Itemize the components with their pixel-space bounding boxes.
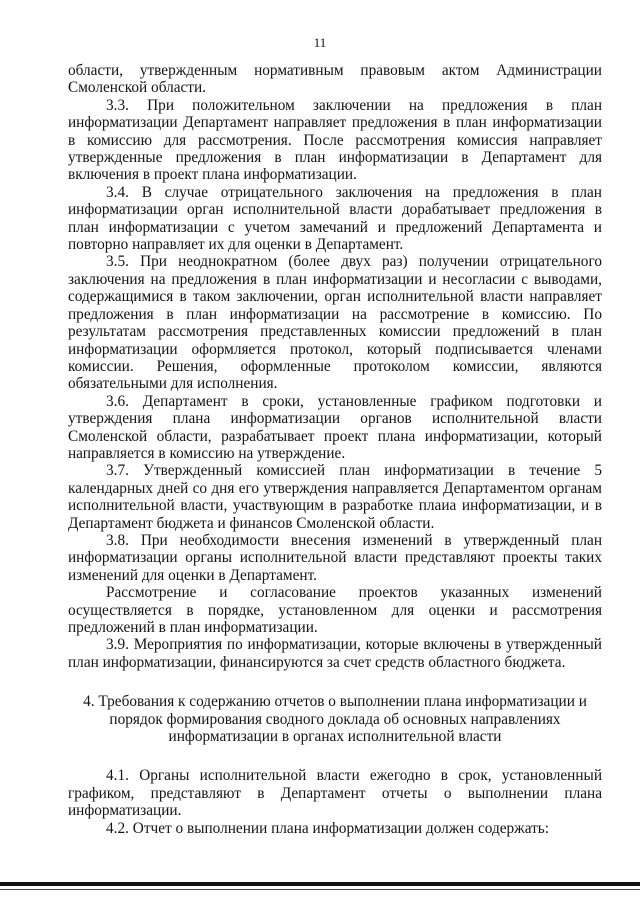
paragraph-3-5 [68, 253, 602, 392]
paragraph-4-1 [68, 767, 602, 819]
document-body [68, 62, 602, 837]
paragraph-number: 3.6. [106, 392, 129, 410]
paragraph-3-4 [68, 184, 602, 254]
paragraph-number: 4.2. [106, 819, 129, 837]
paragraph-text: Мероприятия по информатизации, которые включены в утвержденный план информатизации, финансируются за счет средств областного бюджета. [68, 636, 602, 671]
paragraph-text: При необходимости внесения изменений в утвержденный план информатизации органы исполнительной власти представляют проекты таких изменений для оценки в Департамент. [68, 531, 603, 584]
paragraph-continuation [68, 62, 602, 97]
paragraph-number: 3.4. [106, 183, 129, 201]
page-bottom-border [0, 882, 640, 886]
paragraph-text: области, утвержденным нормативным правовым актом Администрации Смоленской области. [68, 62, 602, 97]
section-heading: 4. Требования к содержанию отчетов о выполнении плана информатизации и порядок формирования сводного доклада об основных направлениях информатизации в органах исполнительной власти [83, 693, 587, 746]
paragraph-3-8 [68, 532, 602, 584]
paragraph-4-2 [68, 820, 602, 837]
paragraph-number: 3.3. [106, 96, 129, 114]
paragraph-number: 3.5. [106, 253, 129, 271]
paragraph-text: Департамент в сроки, установленные графиком подготовки и утверждения плана информатизации органов исполнительной власти Смоленской области, разрабатывает проект плана информатизации, который направляется в комиссию на утверждение. [68, 392, 602, 462]
paragraph-3-8-continuation [68, 584, 602, 636]
page-number: 11 [313, 35, 327, 50]
paragraph-text: При неоднократном (более двух раз) получении отрицательного заключения на предложения в план информатизации и несогласии с выводами, содержащимися в таком заключении, орган исполнительной власти направляет предложения в план информатизации на рассмотрение в комиссию. По результатам рассмотрения представленных комиссии предложений в план информатизации оформляется протокол, который подписывается членами комиссии. Решения, оформленные протоколом комиссии, являются обязательными для исполнения. [68, 253, 602, 393]
paragraph-text: Рассмотрение и согласование проектов указанных изменений осуществляется в порядке, установленном для оценки и рассмотрения предложений в план информатизации. [68, 584, 602, 636]
paragraph-3-6 [68, 393, 602, 463]
paragraph-number: 3.9. [106, 636, 129, 654]
paragraph-number: 4.1. [106, 767, 129, 785]
paragraph-number: 3.8. [106, 531, 129, 549]
paragraph-3-3 [68, 97, 602, 184]
paragraph-text: Отчет о выполнении плана информатизации должен содержать: [132, 819, 550, 837]
paragraph-3-9 [68, 636, 602, 671]
paragraph-text: Органы исполнительной власти ежегодно в срок, установленный графиком, представляют в Департамент отчеты о выполнении плана информатизации. [68, 767, 603, 820]
paragraph-text: Утвержденный комиссией план информатизации в течение 5 календарных дней со дня его утверждения направляется Департаментом органам исполнительной власти, участвующим в разработке плаиа информатизации, и в Департамент бюджета и финансов Смоленской области. [68, 462, 602, 532]
page-bottom-border-thin [0, 889, 640, 890]
paragraph-text: При положительном заключении на предложения в план информатизации Департамент направляет предложения в план информатизации в комиссию для рассмотрения. После рассмотрения комиссия направляет утвержденные предложения в план информатизации в Департамент для включения в проект плана информатизации. [68, 96, 603, 184]
paragraph-number: 3.7. [106, 462, 129, 480]
paragraph-text: В случае отрицательного заключения на предложения в план информатизации орган исполнительной власти дорабатывает предложения в план информатизации с учетом замечаний и предложений Департамента и повторно направляет их для оценки в Департамент. [68, 183, 602, 254]
paragraph-3-7 [68, 462, 602, 532]
